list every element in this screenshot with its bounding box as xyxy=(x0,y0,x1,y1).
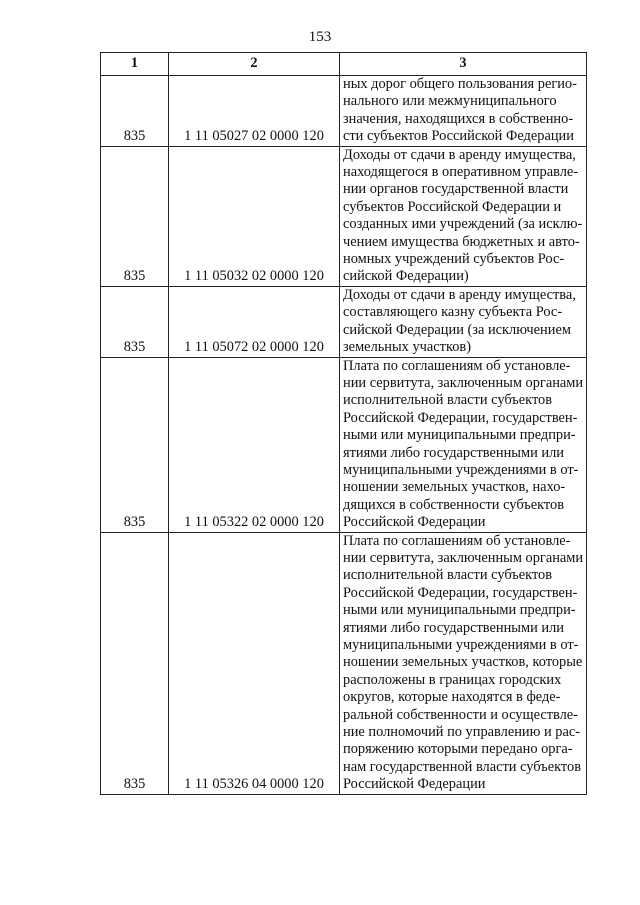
administrator-code: 835 xyxy=(101,76,169,147)
description-line: находящегося в оперативном управле- xyxy=(343,164,579,181)
description-line: поряжению которыми передано орга- xyxy=(343,741,573,758)
description-line: Доходы от сдачи в аренду имущества, xyxy=(343,286,576,303)
description-line: ятиями либо государственными или xyxy=(343,619,564,636)
description-line: земельных участков) xyxy=(343,339,472,356)
description-line: округов, которые находятся в феде- xyxy=(343,689,561,706)
income-codes-table xyxy=(100,52,587,795)
description-line: сти субъектов Российской Федерации xyxy=(343,128,574,145)
description-line: нии сервитута, заключенным органами xyxy=(343,549,584,566)
page-number: 153 xyxy=(308,29,332,45)
description-line: нального или межмуниципального xyxy=(343,93,557,110)
description-line: ятиями либо государственными или xyxy=(343,444,564,461)
description-line: составляющего казну субъекта Рос- xyxy=(343,304,563,321)
description-line: Российской Федерации xyxy=(343,514,486,531)
description-line: значения, находящихся в собственно- xyxy=(343,110,574,127)
description-line: муниципальными учреждениями в от- xyxy=(343,637,579,653)
description-line: сийской Федерации) xyxy=(343,268,469,285)
description-line: Российской Федерации, государствен- xyxy=(343,409,578,426)
budget-classification-code: 1 11 05322 02 0000 120 xyxy=(169,357,340,532)
administrator-code: 835 xyxy=(101,286,169,357)
description-line: сийской Федерации (за исключением xyxy=(343,321,571,338)
column-header-1: 1 xyxy=(101,53,169,76)
description-line: Плата по соглашениям об установле- xyxy=(343,532,571,549)
description-line: Плата по соглашениям об установле- xyxy=(343,357,571,374)
description-line: Доходы от сдачи в аренду имущества, xyxy=(343,146,576,163)
description-line: ние полномочий по управлению и рас- xyxy=(343,724,581,741)
administrator-code: 835 xyxy=(101,357,169,532)
description-line: субъектов Российской Федерации и xyxy=(343,198,562,215)
description-line: ными или муниципальными предпри- xyxy=(343,602,576,619)
description-line: чением имущества бюджетных и авто- xyxy=(343,233,580,250)
table-row xyxy=(101,532,587,794)
income-description xyxy=(340,532,587,794)
administrator-code: 835 xyxy=(101,146,169,286)
table-row xyxy=(101,357,587,532)
description-line: муниципальными учреждениями в от- xyxy=(343,461,579,478)
table-header-row xyxy=(101,53,587,76)
budget-classification-code: 1 11 05072 02 0000 120 xyxy=(169,286,340,357)
description-line: исполнительной власти субъектов xyxy=(343,392,553,409)
budget-classification-code: 1 11 05027 02 0000 120 xyxy=(169,76,340,147)
description-line: Российской Федерации, государствен- xyxy=(343,584,578,601)
description-line: номных учреждений субъектов Рос- xyxy=(343,251,565,268)
description-line: ных дорог общего пользования регио- xyxy=(343,76,577,92)
income-description xyxy=(340,286,587,357)
column-header-3: 3 xyxy=(340,53,587,76)
description-line: ными или муниципальными предпри- xyxy=(343,427,576,444)
table-row xyxy=(101,146,587,286)
administrator-code: 835 xyxy=(101,532,169,794)
income-description xyxy=(340,146,587,286)
description-line: нии органов государственной власти xyxy=(343,181,569,198)
description-line: исполнительной власти субъектов xyxy=(343,567,553,584)
description-line: дящихся в собственности субъектов xyxy=(343,496,564,513)
description-line: ношении земельных участков, которые xyxy=(343,654,583,671)
description-line: созданных ими учреждений (за исклю- xyxy=(343,216,583,233)
income-description xyxy=(340,357,587,532)
income-description xyxy=(340,76,587,147)
description-line: нам государственной власти субъектов xyxy=(343,758,581,775)
budget-classification-code: 1 11 05326 04 0000 120 xyxy=(169,532,340,794)
description-line: Российской Федерации xyxy=(343,776,486,793)
description-line: ральной собственности и осуществле- xyxy=(343,706,578,723)
table-row xyxy=(101,286,587,357)
description-line: ношении земельных участков, нахо- xyxy=(343,479,566,496)
description-line: нии сервитута, заключенным органами xyxy=(343,374,584,391)
budget-classification-code: 1 11 05032 02 0000 120 xyxy=(169,146,340,286)
column-header-2: 2 xyxy=(169,53,340,76)
table-row xyxy=(101,76,587,147)
description-line: расположены в границах городских xyxy=(343,671,562,688)
